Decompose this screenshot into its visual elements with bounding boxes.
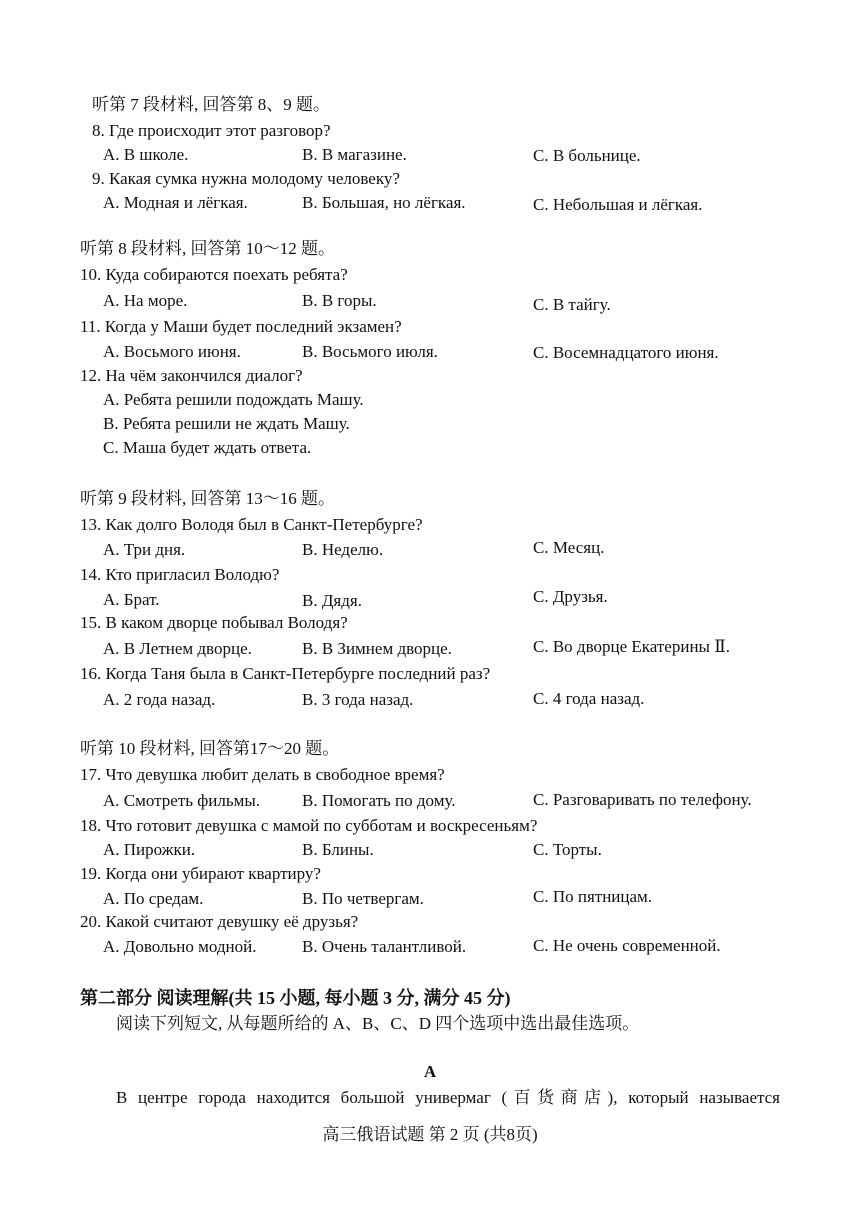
- option-a: A. На море.: [103, 291, 188, 310]
- option-a: A. Три дня.: [103, 540, 186, 559]
- option-b: B. 3 года назад.: [302, 690, 414, 709]
- option-c: C. Месяц.: [533, 538, 605, 557]
- option-c: C. Не очень современной.: [533, 936, 721, 955]
- option-a: A. В школе.: [103, 145, 189, 164]
- option-a: A. Брат.: [103, 590, 160, 609]
- option-a: A. 2 года назад.: [103, 690, 216, 709]
- passage-letter: A: [423, 1062, 437, 1081]
- option-b: B. Помогать по дому.: [302, 791, 456, 810]
- option-c: C. В тайгу.: [533, 295, 611, 314]
- question-text: 17. Что девушка любит делать в свободное время?: [80, 765, 445, 784]
- option-c: C. Небольшая и лёгкая.: [533, 195, 703, 214]
- question-text: 18. Что готовит девушка с мамой по субботам и воскресеньям?: [80, 816, 538, 835]
- option-b: B. Дядя.: [302, 591, 362, 610]
- option-b: B. Ребята решили не ждать Машу.: [103, 414, 350, 433]
- question-text: 8. Где происходит этот разговор?: [92, 121, 331, 140]
- option-b: B. В магазине.: [302, 145, 407, 164]
- option-a: A. Восьмого июня.: [103, 342, 241, 361]
- group-heading: 听第 10 段材料, 回答第17～20 题。: [80, 739, 340, 758]
- option-a: A. Смотреть фильмы.: [103, 791, 261, 810]
- group-heading: 听第 8 段材料, 回答第 10～12 题。: [80, 239, 335, 258]
- question-text: 14. Кто пригласил Володю?: [80, 565, 280, 584]
- option-b: B. В Зимнем дворце.: [302, 639, 452, 658]
- option-a: A. Довольно модной.: [103, 937, 257, 956]
- question-text: 13. Как долго Володя был в Санкт-Петербурге?: [80, 515, 423, 534]
- option-c: C. Торты.: [533, 840, 602, 859]
- option-c: C. 4 года назад.: [533, 689, 645, 708]
- option-b: B. По четвергам.: [302, 889, 424, 908]
- option-b: B. В горы.: [302, 291, 377, 310]
- option-a: A. Ребята решили подождать Машу.: [103, 390, 364, 409]
- option-b: B. Блины.: [302, 840, 374, 859]
- page-footer: 高三俄语试题 第 2 页 (共8页): [322, 1125, 538, 1144]
- passage-first-line: В центре города находится большой универмаг (百货商店), который называется: [116, 1088, 780, 1107]
- question-text: 11. Когда у Маши будет последний экзамен?: [80, 317, 402, 336]
- option-a: A. В Летнем дворце.: [103, 639, 252, 658]
- question-text: 15. В каком дворце побывал Володя?: [80, 613, 348, 632]
- option-c: C. Разговаривать по телефону.: [533, 790, 752, 809]
- option-c: C. В больнице.: [533, 146, 641, 165]
- option-c: C. Во дворце Екатерины Ⅱ.: [533, 637, 731, 656]
- option-c: C. По пятницам.: [533, 887, 653, 906]
- option-a: A. Пирожки.: [103, 840, 196, 859]
- option-c: C. Друзья.: [533, 587, 608, 606]
- option-c: C. Маша будет ждать ответа.: [103, 438, 312, 457]
- option-c: C. Восемнадцатого июня.: [533, 343, 719, 362]
- group-heading: 听第 7 段材料, 回答第 8、9 题。: [92, 95, 330, 114]
- option-b: B. Очень талантливой.: [302, 937, 467, 956]
- option-b: B. Большая, но лёгкая.: [302, 193, 466, 212]
- option-a: A. По средам.: [103, 889, 204, 908]
- option-a: A. Модная и лёгкая.: [103, 193, 248, 212]
- question-text: 12. На чём закончился диалог?: [80, 366, 303, 385]
- question-text: 19. Когда они убирают квартиру?: [80, 864, 321, 883]
- group-heading: 听第 9 段材料, 回答第 13～16 题。: [80, 489, 335, 508]
- part2-title: 第二部分 阅读理解(共 15 小题, 每小题 3 分, 满分 45 分): [80, 988, 511, 1008]
- part2-instruction: 阅读下列短文, 从每题所给的 A、B、C、D 四个选项中选出最佳选项。: [116, 1014, 640, 1033]
- question-text: 10. Куда собираются поехать ребята?: [80, 265, 348, 284]
- question-text: 16. Когда Таня была в Санкт-Петербурге последний раз?: [80, 664, 491, 683]
- question-text: 9. Какая сумка нужна молодому человеку?: [92, 169, 400, 188]
- question-text: 20. Какой считают девушку её друзья?: [80, 912, 359, 931]
- option-b: B. Неделю.: [302, 540, 384, 559]
- option-b: B. Восьмого июля.: [302, 342, 438, 361]
